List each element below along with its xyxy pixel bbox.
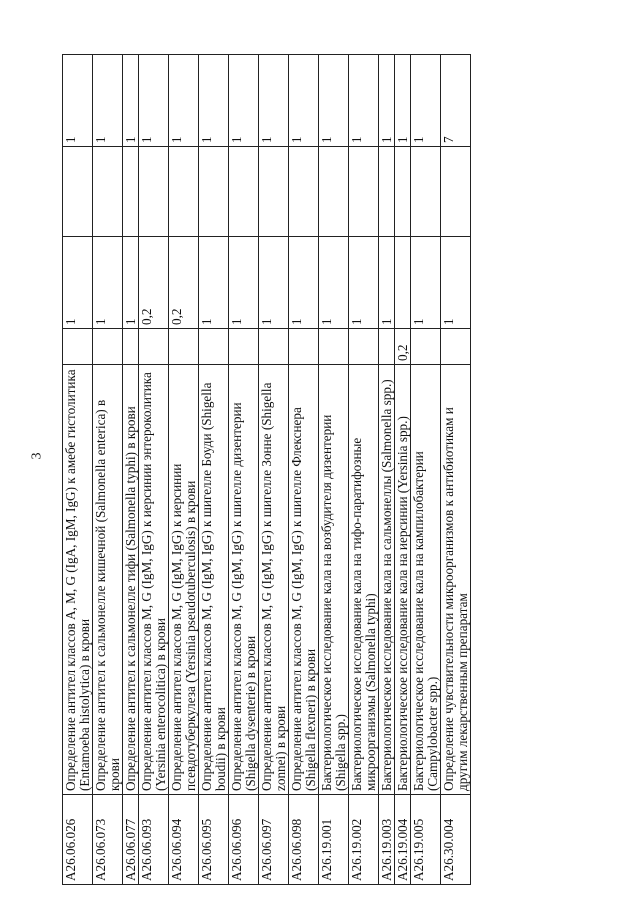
value-cell-4: 1 (411, 55, 441, 147)
service-name-cell: Определение антител классов A, M, G (IgA, IgM, IgG) к амебе гистолитика (Entamoeba histolytica) в крови (63, 365, 93, 795)
value-cell-4: 1 (169, 55, 199, 147)
value-cell-4: 7 (441, 55, 471, 147)
value-cell-3 (123, 147, 139, 237)
value-cell-4: 1 (93, 55, 123, 147)
table-row (139, 55, 169, 885)
value-cell-4: 1 (199, 55, 229, 147)
service-code-cell: A26.19.001 (319, 795, 349, 885)
value-cell-4: 1 (139, 55, 169, 147)
table-row (379, 55, 395, 885)
table-row (93, 55, 123, 885)
service-code-cell: A26.06.026 (63, 795, 93, 885)
service-code-cell: A26.06.094 (169, 795, 199, 885)
service-name-cell: Определение антител классов M, G (IgM, IgG) к шигелле дизентерии (Shigella dysenterie) в крови (229, 365, 259, 795)
table-row (441, 55, 471, 885)
value-cell-2: 1 (259, 237, 289, 329)
value-cell-2: 1 (379, 237, 395, 329)
value-cell-1 (169, 329, 199, 365)
service-name-cell: Определение чувствительности микроорганизмов к антибиотикам и другим лекарственным препаратам (441, 365, 471, 795)
value-cell-2: 1 (63, 237, 93, 329)
value-cell-1 (63, 329, 93, 365)
value-cell-3 (169, 147, 199, 237)
value-cell-1 (259, 329, 289, 365)
value-cell-3 (139, 147, 169, 237)
value-cell-2: 1 (319, 237, 349, 329)
value-cell-4: 1 (379, 55, 395, 147)
value-cell-3 (349, 147, 379, 237)
value-cell-1: 0,2 (395, 329, 411, 365)
table-row (319, 55, 349, 885)
value-cell-3 (63, 147, 93, 237)
service-code-cell: A26.19.003 (379, 795, 395, 885)
value-cell-4: 1 (289, 55, 319, 147)
value-cell-3 (379, 147, 395, 237)
value-cell-2: 1 (229, 237, 259, 329)
service-name-cell: Определение антител к сальмонелле кишечной (Salmonella enterica) в крови (93, 365, 123, 795)
table-row (349, 55, 379, 885)
service-code-cell: A26.06.097 (259, 795, 289, 885)
value-cell-4: 1 (349, 55, 379, 147)
value-cell-2: 1 (199, 237, 229, 329)
service-name-cell: Определение антител классов M, G (IgM, IgG) к шигелле Флекснера (Shigella flexneri) в крови (289, 365, 319, 795)
service-code-cell: A26.06.073 (93, 795, 123, 885)
service-code-cell: A26.06.096 (229, 795, 259, 885)
value-cell-4: 1 (63, 55, 93, 147)
value-cell-4: 1 (229, 55, 259, 147)
value-cell-1 (379, 329, 395, 365)
value-cell-2: 1 (411, 237, 441, 329)
value-cell-4: 1 (319, 55, 349, 147)
value-cell-4: 1 (395, 55, 411, 147)
value-cell-1 (93, 329, 123, 365)
service-name-cell: Бактериологическое исследование кала на сальмонеллы (Salmonella spp.) (379, 365, 395, 795)
value-cell-3 (289, 147, 319, 237)
table-row (259, 55, 289, 885)
value-cell-1 (349, 329, 379, 365)
service-code-cell: A26.19.004 (395, 795, 411, 885)
service-name-cell: Определение антител классов M, G (IgM, IgG) к иерсинии псевдотуберкулеза (Yersinia pseudotuberculosis) в крови (169, 365, 199, 795)
value-cell-2: 1 (441, 237, 471, 329)
value-cell-3 (411, 147, 441, 237)
value-cell-1 (199, 329, 229, 365)
table-row (63, 55, 93, 885)
service-code-cell: A26.06.098 (289, 795, 319, 885)
page-number: 3 (29, 452, 45, 460)
value-cell-2: 0,2 (139, 237, 169, 329)
service-name-cell: Определение антител к сальмонелле тифи (Salmonella typhi) в крови (123, 365, 139, 795)
table-row (289, 55, 319, 885)
service-name-cell: Определение антител классов M, G (IgM, IgG) к шигелле Боуди (Shigella boudii) в крови (199, 365, 229, 795)
value-cell-2: 0,2 (169, 237, 199, 329)
value-cell-3 (395, 147, 411, 237)
value-cell-1 (441, 329, 471, 365)
service-name-cell: Бактериологическое исследование кала на кампилобактерии (Campylobacter spp.) (411, 365, 441, 795)
value-cell-2: 1 (123, 237, 139, 329)
service-name-cell: Бактериологическое исследование кала на иерсинии (Yersinia spp.) (395, 365, 411, 795)
service-code-cell: A26.19.002 (349, 795, 379, 885)
table-row (229, 55, 259, 885)
value-cell-1 (123, 329, 139, 365)
service-code-cell: A26.06.095 (199, 795, 229, 885)
value-cell-3 (229, 147, 259, 237)
value-cell-1 (229, 329, 259, 365)
value-cell-4: 1 (123, 55, 139, 147)
service-name-cell: Определение антител классов M, G (IgM, IgG) к шигелле Зонне (Shigella zonnei) в крови (259, 365, 289, 795)
value-cell-4: 1 (259, 55, 289, 147)
table-row (169, 55, 199, 885)
value-cell-2: 1 (93, 237, 123, 329)
value-cell-2: 1 (349, 237, 379, 329)
value-cell-3 (93, 147, 123, 237)
value-cell-3 (199, 147, 229, 237)
table-row (123, 55, 139, 885)
table-row (411, 55, 441, 885)
service-code-cell: A26.06.093 (139, 795, 169, 885)
service-name-cell: Бактериологическое исследование кала на возбудителя дизентерии (Shigella spp.) (319, 365, 349, 795)
value-cell-1 (139, 329, 169, 365)
value-cell-1 (319, 329, 349, 365)
value-cell-1 (289, 329, 319, 365)
service-code-cell: A26.06.077 (123, 795, 139, 885)
value-cell-2: 1 (289, 237, 319, 329)
service-code-cell: A26.19.005 (411, 795, 441, 885)
table-body (63, 55, 471, 885)
service-name-cell: Бактериологическое исследование кала на тифо-паратифозные микроорганизмы (Salmonella typhi) (349, 365, 379, 795)
value-cell-3 (259, 147, 289, 237)
service-name-cell: Определение антител классов M, G (IgM, IgG) к иерсинии энтероколитика (Yersinia enterocolitica) в крови (139, 365, 169, 795)
value-cell-3 (319, 147, 349, 237)
services-table (62, 54, 471, 885)
value-cell-3 (441, 147, 471, 237)
value-cell-2 (395, 237, 411, 329)
service-code-cell: A26.30.004 (441, 795, 471, 885)
document-table-container (62, 55, 617, 885)
value-cell-1 (411, 329, 441, 365)
table-row (395, 55, 411, 885)
table-row (199, 55, 229, 885)
